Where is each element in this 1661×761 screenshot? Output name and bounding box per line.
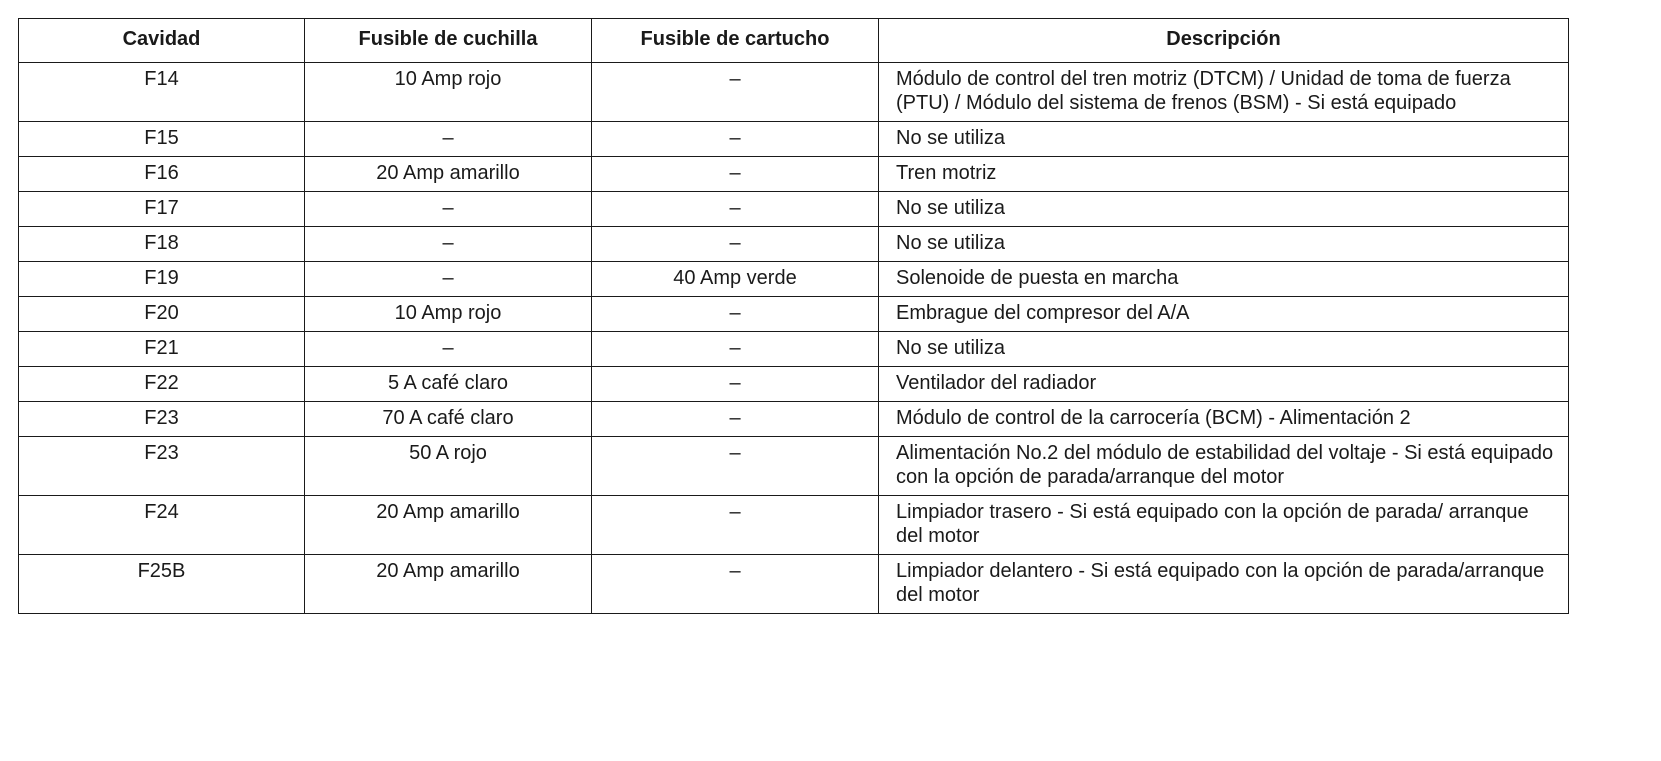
cell-blade-fuse: –: [305, 122, 592, 157]
cell-blade-fuse: 5 A café claro: [305, 367, 592, 402]
cell-cavity: F22: [19, 367, 305, 402]
cell-cavity: F15: [19, 122, 305, 157]
table-row: [19, 496, 1569, 555]
cell-cavity: F20: [19, 297, 305, 332]
cell-cartridge-fuse: 40 Amp verde: [592, 262, 879, 297]
cell-cavity: F19: [19, 262, 305, 297]
cell-cartridge-fuse: –: [592, 555, 879, 614]
cell-cavity: F21: [19, 332, 305, 367]
header-cavity: Cavidad: [19, 19, 305, 63]
cell-description: No se utiliza: [879, 122, 1569, 157]
cell-cartridge-fuse: –: [592, 227, 879, 262]
cell-blade-fuse: –: [305, 192, 592, 227]
cell-description: Módulo de control de la carrocería (BCM) - Alimentación 2: [879, 402, 1569, 437]
cell-blade-fuse: –: [305, 262, 592, 297]
cell-cavity: F17: [19, 192, 305, 227]
cell-blade-fuse: 20 Amp amarillo: [305, 555, 592, 614]
table-row: [19, 63, 1569, 122]
cell-description: Módulo de control del tren motriz (DTCM) / Unidad de toma de fuerza (PTU) / Módulo del sistema de frenos (BSM) - Si está equipado: [879, 63, 1569, 122]
table-row: [19, 437, 1569, 496]
cell-blade-fuse: 10 Amp rojo: [305, 297, 592, 332]
cell-cartridge-fuse: –: [592, 332, 879, 367]
cell-description: Embrague del compresor del A/A: [879, 297, 1569, 332]
cell-blade-fuse: 70 A café claro: [305, 402, 592, 437]
cell-cartridge-fuse: –: [592, 192, 879, 227]
cell-description: Alimentación No.2 del módulo de estabilidad del voltaje - Si está equipado con la opción de parada/arranque del motor: [879, 437, 1569, 496]
fuse-table: [18, 18, 1569, 614]
cell-cavity: F18: [19, 227, 305, 262]
cell-description: Ventilador del radiador: [879, 367, 1569, 402]
cell-cartridge-fuse: –: [592, 367, 879, 402]
cell-description: Tren motriz: [879, 157, 1569, 192]
table-body: [19, 63, 1569, 614]
table-row: [19, 555, 1569, 614]
cell-blade-fuse: 20 Amp amarillo: [305, 496, 592, 555]
table-row: [19, 192, 1569, 227]
cell-blade-fuse: –: [305, 332, 592, 367]
cell-blade-fuse: 50 A rojo: [305, 437, 592, 496]
table-row: [19, 262, 1569, 297]
cell-description: No se utiliza: [879, 332, 1569, 367]
header-row: [19, 19, 1569, 63]
cell-description: No se utiliza: [879, 192, 1569, 227]
cell-cavity: F23: [19, 402, 305, 437]
cell-cartridge-fuse: –: [592, 437, 879, 496]
cell-cartridge-fuse: –: [592, 496, 879, 555]
table-row: [19, 297, 1569, 332]
table-row: [19, 332, 1569, 367]
cell-cartridge-fuse: –: [592, 402, 879, 437]
cell-cavity: F25B: [19, 555, 305, 614]
cell-cartridge-fuse: –: [592, 157, 879, 192]
table-header: [19, 19, 1569, 63]
cell-blade-fuse: 20 Amp amarillo: [305, 157, 592, 192]
cell-description: No se utiliza: [879, 227, 1569, 262]
cell-cavity: F23: [19, 437, 305, 496]
cell-description: Solenoide de puesta en marcha: [879, 262, 1569, 297]
table-row: [19, 157, 1569, 192]
cell-description: Limpiador delantero - Si está equipado con la opción de parada/arranque del motor: [879, 555, 1569, 614]
cell-cavity: F24: [19, 496, 305, 555]
cell-cartridge-fuse: –: [592, 122, 879, 157]
table-row: [19, 122, 1569, 157]
cell-blade-fuse: –: [305, 227, 592, 262]
header-description: Descripción: [879, 19, 1569, 63]
cell-cavity: F14: [19, 63, 305, 122]
header-blade-fuse: Fusible de cuchilla: [305, 19, 592, 63]
cell-cartridge-fuse: –: [592, 297, 879, 332]
table-row: [19, 227, 1569, 262]
cell-cavity: F16: [19, 157, 305, 192]
cell-blade-fuse: 10 Amp rojo: [305, 63, 592, 122]
header-cartridge-fuse: Fusible de cartucho: [592, 19, 879, 63]
cell-cartridge-fuse: –: [592, 63, 879, 122]
table-row: [19, 367, 1569, 402]
table-row: [19, 402, 1569, 437]
cell-description: Limpiador trasero - Si está equipado con la opción de parada/ arranque del motor: [879, 496, 1569, 555]
